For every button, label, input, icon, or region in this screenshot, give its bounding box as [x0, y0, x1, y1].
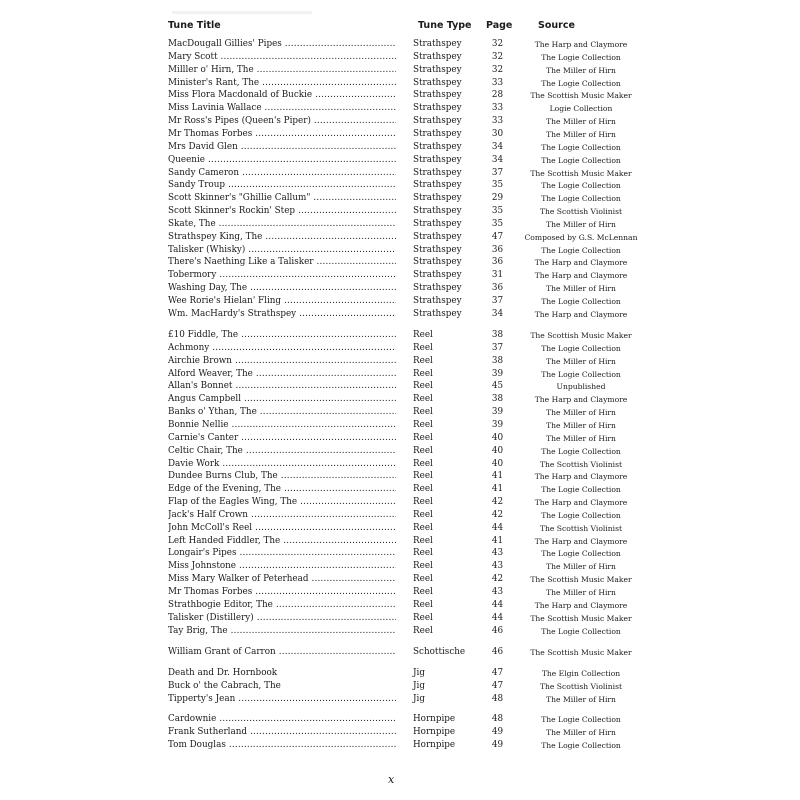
page-number-cell: 47: [491, 231, 504, 242]
table-row: [0, 586, 800, 599]
source-cell: The Miller of Hirn: [546, 356, 616, 366]
table-row: [0, 739, 800, 752]
tune-title: Strathbogie Editor, The .....: [168, 599, 396, 612]
page-number-cell: 37: [491, 342, 504, 353]
page-number-cell: 38: [491, 330, 504, 340]
page-number-cell: 40: [491, 458, 504, 469]
tune-type: Reel: [413, 342, 433, 353]
page-number-cell: 33: [491, 103, 504, 114]
table-row: [0, 667, 800, 680]
source-cell: The Logie Collection: [541, 78, 621, 88]
tune-type: Strathspey: [413, 308, 462, 319]
tune-type: Jig: [413, 680, 425, 691]
table-row: [0, 269, 800, 282]
table-row: [0, 192, 800, 205]
page-number-cell: 32: [491, 39, 504, 49]
source-cell: The Logie Collection: [541, 369, 621, 379]
source-cell: The Miller of Hirn: [546, 562, 616, 572]
table-row: [0, 256, 800, 269]
tune-title: Miss Mary Walker of Peterhead .....: [168, 573, 396, 586]
tune-title: Tay Brig, The .....: [168, 625, 396, 638]
tune-type: Reel: [413, 497, 433, 508]
page-number-cell: 30: [491, 128, 504, 139]
tune-type: Strathspey: [413, 103, 462, 114]
source-cell: The Harp and Claymore: [534, 40, 628, 49]
source-cell: The Logie Collection: [541, 194, 621, 204]
table-row: [0, 522, 800, 535]
table-row: [0, 573, 800, 586]
source-cell: The Harp and Claymore: [534, 309, 628, 319]
source-cell: The Scottish Violinist: [539, 523, 623, 533]
source-cell: The Logie Collection: [541, 52, 621, 62]
table-row: [0, 713, 800, 726]
table-row: [0, 432, 800, 445]
tune-type: Hornpipe: [413, 739, 456, 750]
table-row: [0, 128, 800, 141]
tune-title: Carnie's Canter .....: [168, 432, 396, 445]
source-cell: The Scottish Violinist: [539, 459, 623, 469]
tune-title: Tom Douglas .....: [168, 739, 396, 752]
tune-title: Washing Day, The .....: [168, 282, 396, 295]
tune-type: Strathspey: [413, 180, 462, 191]
tune-title: Wee Rorie's Hielan' Fling .....: [168, 295, 396, 308]
page-number-cell: 37: [491, 167, 504, 178]
page-number-cell: 39: [491, 407, 504, 418]
page-number-cell: 41: [491, 484, 504, 495]
table-row: [0, 680, 800, 693]
source-cell: The Harp and Claymore: [534, 472, 628, 482]
tune-type: Hornpipe: [413, 726, 456, 737]
page-number-cell: 43: [491, 561, 504, 572]
table-row: [0, 231, 800, 244]
source-cell: The Logie Collection: [541, 510, 621, 520]
table-row: [0, 205, 800, 218]
tune-type: Strathspey: [413, 193, 462, 204]
tune-title: £10 Fiddle, The .....: [168, 329, 396, 342]
table-row: [0, 726, 800, 739]
tune-type: Schottische: [413, 647, 466, 657]
page-number-cell: 42: [491, 509, 504, 520]
source-cell: The Elgin Collection: [541, 669, 621, 678]
source-cell: The Scottish Music Maker: [530, 575, 632, 585]
table-row: [0, 496, 800, 509]
tune-title: Mr Thomas Forbes .....: [168, 586, 396, 599]
page-number-cell: 46: [491, 647, 504, 657]
source-cell: The Logie Collection: [541, 446, 621, 456]
tune-title: Tipperty's Jean .....: [168, 693, 396, 706]
table-row: [0, 470, 800, 483]
page-number-cell: 45: [491, 381, 504, 392]
table-row: [0, 51, 800, 64]
table-row: [0, 509, 800, 522]
page-number-cell: 40: [491, 445, 504, 456]
source-cell: The Miller of Hirn: [546, 433, 616, 443]
page-number-cell: 36: [491, 283, 504, 294]
source-cell: The Miller of Hirn: [546, 588, 616, 597]
tune-type: Strathspey: [413, 167, 462, 178]
page-number-cell: 41: [491, 471, 504, 482]
tune-type: Reel: [413, 535, 433, 546]
tune-type: Strathspey: [413, 128, 462, 139]
tune-title: Wm. MacHardy's Strathspey .....: [168, 308, 396, 321]
tune-type: Reel: [413, 381, 433, 392]
source-cell: The Scottish Violinist: [539, 207, 623, 217]
tune-title: Tobermory .....: [168, 269, 396, 282]
tune-title: Flap of the Eagles Wing, The .....: [168, 496, 396, 509]
tune-type: Strathspey: [413, 270, 462, 281]
page-number-cell: 28: [491, 90, 504, 101]
tune-type: Strathspey: [413, 206, 462, 217]
table-row: [0, 38, 800, 51]
tune-type: Jig: [413, 693, 425, 704]
source-cell: The Miller of Hirn: [546, 129, 616, 139]
source-cell: The Logie Collection: [541, 485, 621, 495]
header-tune-title: Tune Title: [168, 20, 221, 31]
source-cell: The Harp and Claymore: [534, 258, 628, 268]
page-number-cell: 32: [491, 51, 504, 62]
tune-type: Reel: [413, 587, 433, 597]
table-row: [0, 77, 800, 90]
tune-title: Celtic Chair, The .....: [168, 445, 396, 458]
tune-title: Davie Work .....: [168, 458, 396, 471]
page-number-cell: 36: [491, 244, 504, 255]
table-row: [0, 89, 800, 102]
tune-title: Sandy Cameron .....: [168, 167, 396, 180]
tune-type: Strathspey: [413, 116, 462, 127]
page-number-cell: 36: [491, 257, 504, 268]
tune-title: Mary Scott .....: [168, 51, 396, 64]
tune-type: Reel: [413, 625, 433, 636]
tune-title: Minister's Rant, The .....: [168, 77, 396, 90]
source-cell: The Logie Collection: [541, 297, 621, 306]
table-row: [0, 693, 800, 706]
tune-type: Strathspey: [413, 154, 462, 165]
tune-type: Reel: [413, 471, 433, 482]
tune-type: Strathspey: [413, 64, 462, 75]
source-cell: The Logie Collection: [541, 155, 621, 165]
tune-title: Airchie Brown .....: [168, 355, 396, 368]
source-cell: The Miller of Hirn: [546, 284, 616, 294]
tune-title: Jack's Half Crown .....: [168, 509, 396, 522]
table-row: [0, 547, 800, 560]
tune-type: Reel: [413, 599, 433, 610]
source-cell: The Miller of Hirn: [546, 219, 616, 229]
tune-type: Reel: [413, 509, 433, 520]
tune-title: Mr Thomas Forbes .....: [168, 128, 396, 141]
tune-title: Talisker (Distillery) .....: [168, 612, 396, 625]
table-row: [0, 218, 800, 231]
tune-type: Reel: [413, 548, 433, 559]
source-cell: The Scottish Music Maker: [530, 91, 632, 101]
page-number-cell: 41: [491, 535, 504, 546]
scan-smudge: [172, 11, 312, 14]
page-number-cell: 35: [491, 218, 504, 229]
tune-type: Strathspey: [413, 39, 462, 49]
tune-title: Longair's Pipes .....: [168, 547, 396, 560]
page-number-cell: 38: [491, 355, 504, 366]
source-cell: Unpublished: [556, 382, 606, 392]
source-cell: The Miller of Hirn: [546, 420, 616, 430]
tune-type: Reel: [413, 432, 433, 443]
table-row: [0, 646, 800, 659]
page-number-cell: 42: [491, 574, 504, 585]
source-cell: The Miller of Hirn: [546, 694, 616, 704]
source-cell: The Logie Collection: [541, 142, 621, 152]
tune-type: Reel: [413, 330, 433, 340]
source-cell: The Scottish Music Maker: [530, 331, 632, 340]
table-row: [0, 560, 800, 573]
tune-type: Strathspey: [413, 218, 462, 229]
tune-type: Reel: [413, 574, 433, 585]
tune-title: Bonnie Nellie .....: [168, 419, 396, 432]
header-page: Page: [486, 20, 513, 31]
page-number-cell: 44: [491, 522, 504, 533]
tune-title: Skate, The .....: [168, 218, 396, 231]
tune-title: Achmony .....: [168, 342, 396, 355]
tune-title: MacDougall Gillies' Pipes .....: [168, 38, 396, 51]
tune-type: Reel: [413, 561, 433, 572]
page-number-cell: 35: [491, 206, 504, 217]
source-cell: The Scottish Music Maker: [530, 648, 632, 657]
table-row: [0, 154, 800, 167]
source-cell: Composed by G.S. McLennan: [524, 232, 638, 242]
page-number-cell: 34: [491, 154, 504, 165]
tune-title: John McColl's Reel .....: [168, 522, 396, 535]
tune-title: Sandy Troup .....: [168, 179, 396, 192]
tune-title: Miss Lavinia Wallace .....: [168, 102, 396, 115]
page-number-cell: 34: [491, 308, 504, 319]
tune-title: Miss Johnstone .....: [168, 560, 396, 573]
tune-type: Strathspey: [413, 90, 462, 101]
tune-type: Reel: [413, 458, 433, 469]
source-cell: Logie Collection: [549, 104, 613, 114]
page-number-cell: 29: [491, 193, 504, 204]
tune-title: Milller o' Hirn, The .....: [168, 64, 396, 77]
source-cell: The Harp and Claymore: [534, 498, 628, 508]
table-row: [0, 625, 800, 638]
page-number-cell: 48: [491, 714, 504, 724]
tune-type: Strathspey: [413, 296, 462, 306]
page-number-cell: 47: [491, 668, 504, 678]
table-row: [0, 102, 800, 115]
table-row: [0, 141, 800, 154]
tune-title: Angus Campbell .....: [168, 393, 396, 406]
table-row: [0, 419, 800, 432]
tune-title: William Grant of Carron .....: [168, 646, 396, 659]
tune-title: Queenie .....: [168, 154, 396, 167]
tune-type: Strathspey: [413, 231, 462, 242]
page-number-cell: 48: [491, 693, 504, 704]
page-number-cell: 31: [491, 270, 504, 281]
tune-title: Strathspey King, The .....: [168, 231, 396, 244]
tune-title: Frank Sutherland .....: [168, 726, 396, 739]
source-cell: The Logie Collection: [541, 740, 621, 750]
source-cell: The Harp and Claymore: [534, 536, 628, 546]
table-row: [0, 64, 800, 77]
page-number: x: [388, 773, 395, 786]
tune-title: Mrs David Glen .....: [168, 141, 396, 154]
page-number-cell: 39: [491, 419, 504, 430]
source-cell: The Logie Collection: [541, 549, 621, 559]
tune-type: Reel: [413, 394, 433, 405]
page-number-cell: 39: [491, 368, 504, 379]
table-row: [0, 282, 800, 295]
header-source: Source: [538, 20, 575, 31]
tune-title: Death and Dr. Hornbook: [168, 668, 278, 678]
tune-type: Strathspey: [413, 244, 462, 255]
source-cell: The Miller of Hirn: [546, 117, 616, 127]
table-row: [0, 342, 800, 355]
page-number-cell: 38: [491, 394, 504, 405]
page-number-cell: 49: [491, 739, 504, 750]
tune-title: Mr Ross's Pipes (Queen's Piper) .....: [168, 115, 396, 128]
table-row: [0, 308, 800, 321]
page-number-cell: 49: [491, 726, 504, 737]
page-number-cell: 43: [491, 587, 504, 597]
page-number-cell: 34: [491, 141, 504, 152]
table-row: [0, 244, 800, 257]
tune-title: Left Handed Fiddler, The .....: [168, 535, 396, 548]
source-cell: The Logie Collection: [541, 626, 621, 636]
table-row: [0, 393, 800, 406]
tune-type: Jig: [413, 668, 425, 678]
table-row: [0, 167, 800, 180]
table-row: [0, 535, 800, 548]
source-cell: The Scottish Music Maker: [530, 613, 632, 623]
table-row: [0, 612, 800, 625]
table-row: [0, 483, 800, 496]
tune-title: Miss Flora Macdonald of Buckie .....: [168, 89, 396, 102]
tune-title: Cardownie .....: [168, 713, 396, 726]
tune-title: Talisker (Whisky) .....: [168, 244, 396, 257]
tune-type: Reel: [413, 612, 433, 623]
tune-type: Strathspey: [413, 257, 462, 268]
tune-title: Dundee Burns Club, The .....: [168, 470, 396, 483]
page-number-cell: 46: [491, 625, 504, 636]
tune-type: Strathspey: [413, 283, 462, 294]
tune-type: Reel: [413, 522, 433, 533]
table-row: [0, 295, 800, 308]
source-cell: The Miller of Hirn: [546, 65, 616, 75]
tune-title: Banks o' Ythan, The .....: [168, 406, 396, 419]
table-row: [0, 368, 800, 381]
page-number-cell: 40: [491, 432, 504, 443]
tune-title: Allan's Bonnet .....: [168, 380, 396, 393]
tune-type: Strathspey: [413, 77, 462, 88]
table-row: [0, 458, 800, 471]
table-row: [0, 179, 800, 192]
tune-title: Alford Weaver, The .....: [168, 368, 396, 381]
tune-title: Edge of the Evening, The .....: [168, 483, 396, 496]
source-cell: The Logie Collection: [541, 343, 621, 353]
source-cell: The Scottish Violinist: [539, 681, 623, 691]
source-cell: The Logie Collection: [541, 715, 621, 724]
page-number-cell: 33: [491, 116, 504, 127]
page-number-cell: 32: [491, 64, 504, 75]
page-number-cell: 33: [491, 77, 504, 88]
table-row: [0, 445, 800, 458]
source-cell: The Logie Collection: [541, 181, 621, 191]
page-number-cell: 44: [491, 612, 504, 623]
tune-title: There's Naething Like a Talisker .....: [168, 256, 396, 269]
source-cell: The Miller of Hirn: [546, 727, 616, 737]
table-row: [0, 355, 800, 368]
tune-type: Reel: [413, 484, 433, 495]
tune-type: Reel: [413, 368, 433, 379]
page-number-cell: 44: [491, 599, 504, 610]
tune-type: Reel: [413, 407, 433, 418]
page-number-cell: 47: [491, 680, 504, 691]
tune-type: Reel: [413, 445, 433, 456]
tune-type: Strathspey: [413, 141, 462, 152]
tune-type: Hornpipe: [413, 714, 456, 724]
page-number-cell: 42: [491, 497, 504, 508]
source-cell: The Miller of Hirn: [546, 408, 616, 418]
page-number-cell: 43: [491, 548, 504, 559]
source-cell: The Scottish Music Maker: [530, 168, 632, 178]
tune-type: Reel: [413, 419, 433, 430]
source-cell: The Logie Collection: [541, 245, 621, 255]
tune-type: Strathspey: [413, 51, 462, 62]
header-tune-type: Tune Type: [418, 20, 472, 31]
page-number-cell: 37: [491, 296, 504, 306]
table-row: [0, 406, 800, 419]
page-number-cell: 35: [491, 180, 504, 191]
source-cell: The Harp and Claymore: [534, 395, 628, 405]
tune-type: Reel: [413, 355, 433, 366]
tune-title: Scott Skinner's "Ghillie Callum" .....: [168, 192, 396, 205]
source-cell: The Harp and Claymore: [534, 271, 628, 281]
table-row: [0, 599, 800, 612]
table-row: [0, 380, 800, 393]
tune-title: Buck o' the Cabrach, The: [168, 680, 281, 691]
table-row: [0, 329, 800, 342]
table-row: [0, 115, 800, 128]
tune-title: Scott Skinner's Rockin' Step .....: [168, 205, 396, 218]
source-cell: The Harp and Claymore: [534, 600, 628, 610]
